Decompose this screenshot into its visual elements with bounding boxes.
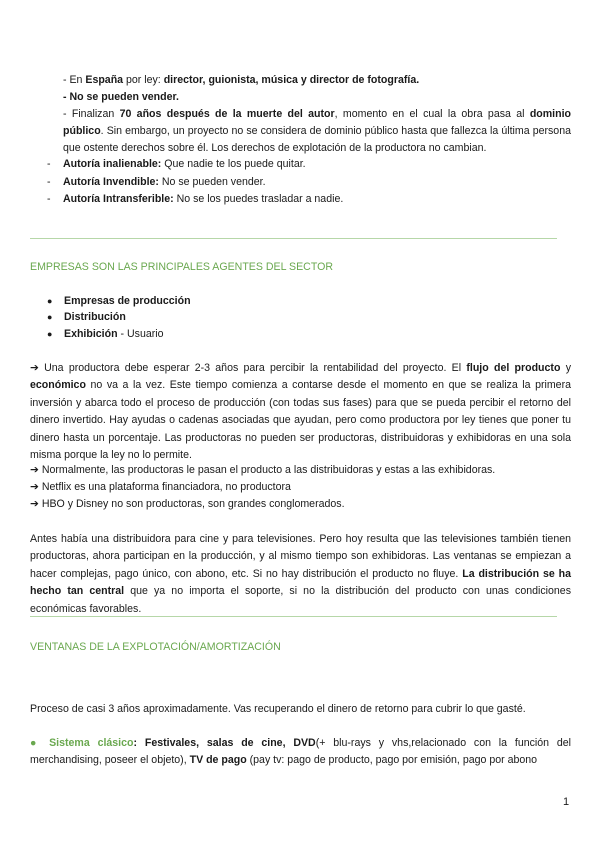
arrow-icon: ➔ bbox=[30, 362, 39, 374]
bullet-icon: ● bbox=[47, 329, 53, 339]
page-number: 1 bbox=[563, 796, 570, 808]
bullet-icon: ● bbox=[30, 737, 42, 749]
classic-system-item: ● Sistema clásico: Festivales, salas de cine, DVD(+ blu-rays y vhs,relacionado con la función del merchandising, poseer el objeto), TV de pago (pay tv: pago de producto, pago por emisión, pago por abono bbox=[30, 737, 571, 767]
arrow-line: ➔ HBO y Disney no son productoras, son grandes conglomerados. bbox=[30, 498, 345, 510]
rights-no-sell-line: - No se pueden vender. bbox=[63, 91, 179, 103]
rights-duration-paragraph: - Finalizan 70 años después de la muerte del autor, momento en el cual la obra pasa al dominio público. Sin embargo, un proyecto no se considera de dominio público hasta que fallezca la última persona que ostente derechos sobre él. Los derechos de explotación de la productora no cambian. bbox=[63, 108, 572, 154]
section-divider bbox=[30, 238, 557, 239]
arrow-icon: ➔ bbox=[30, 481, 39, 493]
arrow-icon: ➔ bbox=[30, 464, 39, 476]
section-heading-companies: EMPRESAS SON LAS PRINCIPALES AGENTES DEL SECTOR bbox=[30, 261, 333, 273]
process-paragraph: Proceso de casi 3 años aproximadamente. Vas recuperando el dinero de retorno para cubrir lo que gasté. bbox=[30, 703, 526, 715]
production-paragraph: ➔ Una productora debe esperar 2-3 años para percibir la rentabilidad del proyecto. El flujo del producto y económico no va a la vez. Este tiempo comienza a contarse desde el momento en que se realiza la primera inversión y abarca todo el proceso de producción (con todas sus fases) para que se pueda percibir el retorno del dinero invertido. Hay ayudas o cadenas asociadas que ayudan, pero como productora por ley tienes que poner tu dinero hasta un porcentaje. Las productoras no pueden ser productoras, distribuidoras y exhibidoras en una sola misma porque la ley no lo permite. bbox=[30, 362, 571, 462]
bullet-icon: ● bbox=[47, 312, 53, 322]
bullet-icon: ● bbox=[47, 296, 53, 306]
arrow-icon: ➔ bbox=[30, 498, 39, 510]
distribution-paragraph: Antes había una distribuidora para cine y para televisiones. Pero hoy resulta que las televisiones también tienen productoras, ahora participan en la producción, y al mismo tiempo son exhibidoras. Las ventanas se empiezan a hacer complejas, pago único, con abono, etc. Si no hay distribución el producto no fluye. La distribución se ha hecho tan central que ya no importa el soporte, si no la distribución del producto con unas condiciones económicas favorables. bbox=[30, 533, 571, 615]
arrow-line: ➔ Normalmente, las productoras le pasan el producto a las distribuidoras y estas a las exhibidoras. bbox=[30, 464, 496, 476]
authorship-item: - Autoría Intransferible: No se los puedes trasladar a nadie. bbox=[47, 193, 344, 205]
section-heading-windows: VENTANAS DE LA EXPLOTACIÓN/AMORTIZACIÓN bbox=[30, 641, 281, 653]
rights-spain-line: - En España por ley: director, guionista, música y director de fotografía. bbox=[63, 74, 420, 86]
authorship-item: - Autoría inalienable: Que nadie te los puede quitar. bbox=[47, 158, 306, 170]
arrow-line: ➔ Netflix es una plataforma financiadora, no productora bbox=[30, 481, 291, 493]
section-divider bbox=[30, 616, 557, 617]
authorship-item: - Autoría Invendible: No se pueden vender. bbox=[47, 176, 266, 188]
